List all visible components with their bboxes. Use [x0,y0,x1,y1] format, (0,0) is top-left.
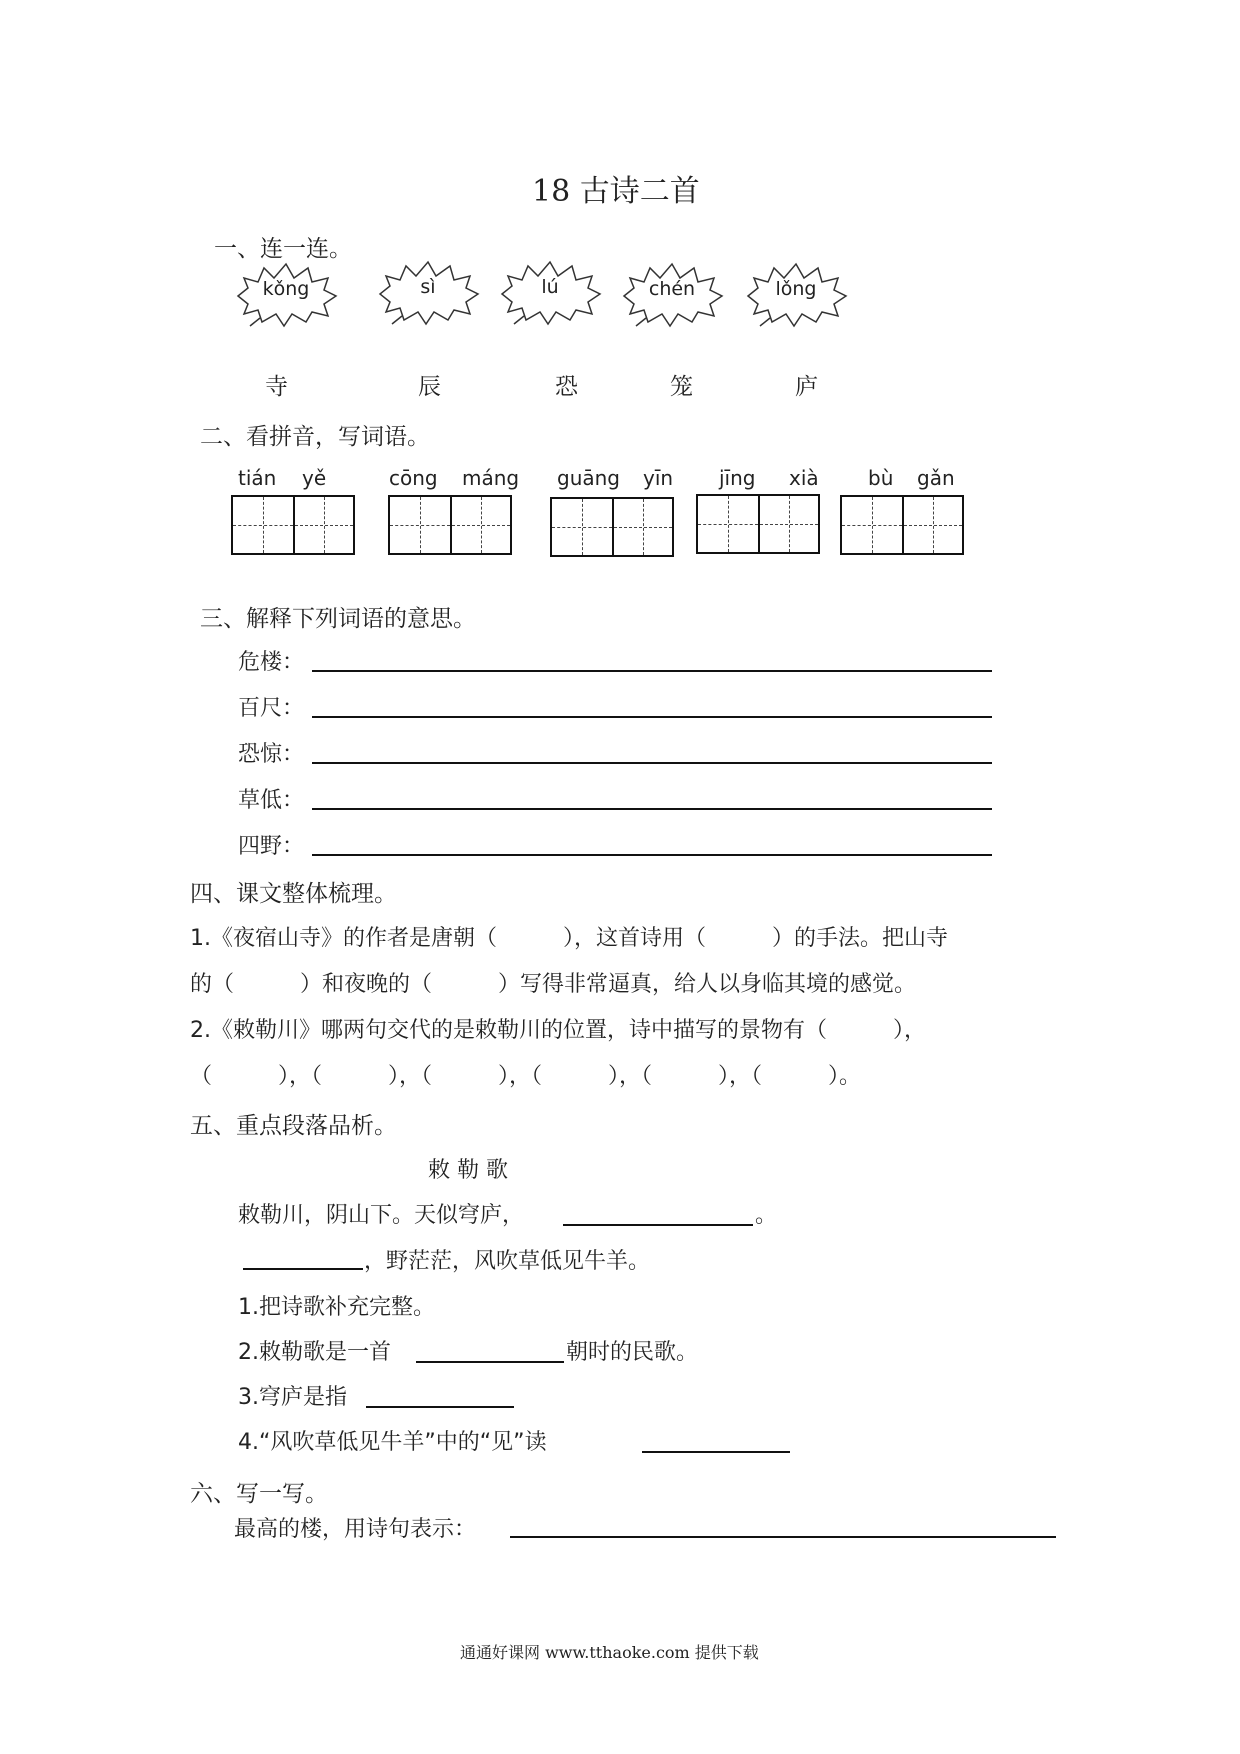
leaf-card-3 [494,256,606,326]
question-4: 4.“风吹草低见牛羊”中的“见”读 [238,1430,547,1455]
answer-blank-q2[interactable] [416,1361,564,1363]
answer-blank-q3[interactable] [366,1406,514,1408]
s4-line-2: 的（ ）和夜晚的（ ）写得非常逼真，给人以身临其境的感觉。 [190,972,917,997]
poem-title: 敕 勒 歌 [428,1158,508,1183]
s4-line-3: 2.《敕勒川》哪两句交代的是敕勒川的位置，诗中描写的景物有（ ）， [190,1018,926,1043]
question-2-end: 朝时的民歌。 [566,1340,699,1365]
leaf-card-4 [616,258,728,328]
match-char: 寺 [265,374,288,400]
page-title: 18 古诗二首 [532,174,700,209]
term-label: 草低： [238,788,305,813]
section-3-heading: 三、解释下列词语的意思。 [200,606,476,632]
term-label: 四野： [238,834,305,859]
pinyin: tián [238,466,277,490]
term-label: 恐惊： [238,742,305,767]
pinyin-label: lú [541,276,559,298]
writing-grid[interactable] [840,495,964,555]
footer-credit: 通通好课网 www.tthaoke.com 提供下载 [460,1643,759,1662]
pinyin-label: lǒng [775,278,817,300]
section-4-heading: 四、课文整体梳理。 [190,881,397,907]
write-prompt: 最高的楼，用诗句表示： [234,1517,477,1542]
poem-blank-2[interactable] [243,1268,363,1270]
question-3: 3.穹庐是指 [238,1385,347,1410]
question-1: 1.把诗歌补充完整。 [238,1295,435,1320]
pinyin: yīn [643,466,674,490]
writing-grid[interactable] [388,495,512,555]
s4-line-4: （ ），（ ），（ ），（ ），（ ），（ ）。 [190,1064,862,1089]
pinyin: gǎn [917,466,955,490]
leaf-card-1 [230,258,342,328]
answer-line[interactable] [510,1536,1056,1538]
pinyin: yě [302,466,327,490]
answer-line[interactable] [312,762,992,764]
match-char: 庐 [795,374,818,400]
question-2: 2.敕勒歌是一首 [238,1340,391,1365]
poem-blank-1[interactable] [563,1224,753,1226]
writing-grid[interactable] [696,494,820,554]
pinyin: cōng [389,466,438,490]
section-5-heading: 五、重点段落品析。 [190,1113,397,1139]
term-label: 百尺： [238,696,305,721]
pinyin: bù [868,466,894,490]
match-char: 辰 [418,374,441,400]
match-char: 笼 [670,374,693,400]
answer-line[interactable] [312,670,992,672]
leaf-card-2 [372,256,484,326]
poem-line-2: ，野茫茫，风吹草低见牛羊。 [364,1249,651,1274]
answer-blank-q4[interactable] [642,1451,790,1453]
s4-line-1: 1.《夜宿山寺》的作者是唐朝（ ），这首诗用（ ）的手法。把山寺 [190,926,948,951]
section-2-heading: 二、看拼音，写词语。 [200,424,430,450]
pinyin-label: chén [648,278,696,300]
poem-line-1-end: 。 [755,1203,778,1228]
answer-line[interactable] [312,716,992,718]
answer-line[interactable] [312,808,992,810]
leaf-card-5 [740,258,852,328]
writing-grid[interactable] [550,497,674,557]
pinyin: xià [789,466,819,490]
section-6-heading: 六、写一写。 [190,1481,328,1507]
match-char: 恐 [555,374,578,400]
pinyin: jīng [719,466,756,490]
pinyin: máng [462,466,520,490]
pinyin-label: sì [420,276,436,298]
section-1-heading: 一、连一连。 [214,236,352,262]
pinyin-label: kǒng [262,278,310,300]
poem-line-1: 敕勒川，阴山下。天似穹庐， [238,1203,525,1228]
term-label: 危楼： [238,650,305,675]
pinyin: guāng [557,466,620,490]
answer-line[interactable] [312,854,992,856]
writing-grid[interactable] [231,495,355,555]
